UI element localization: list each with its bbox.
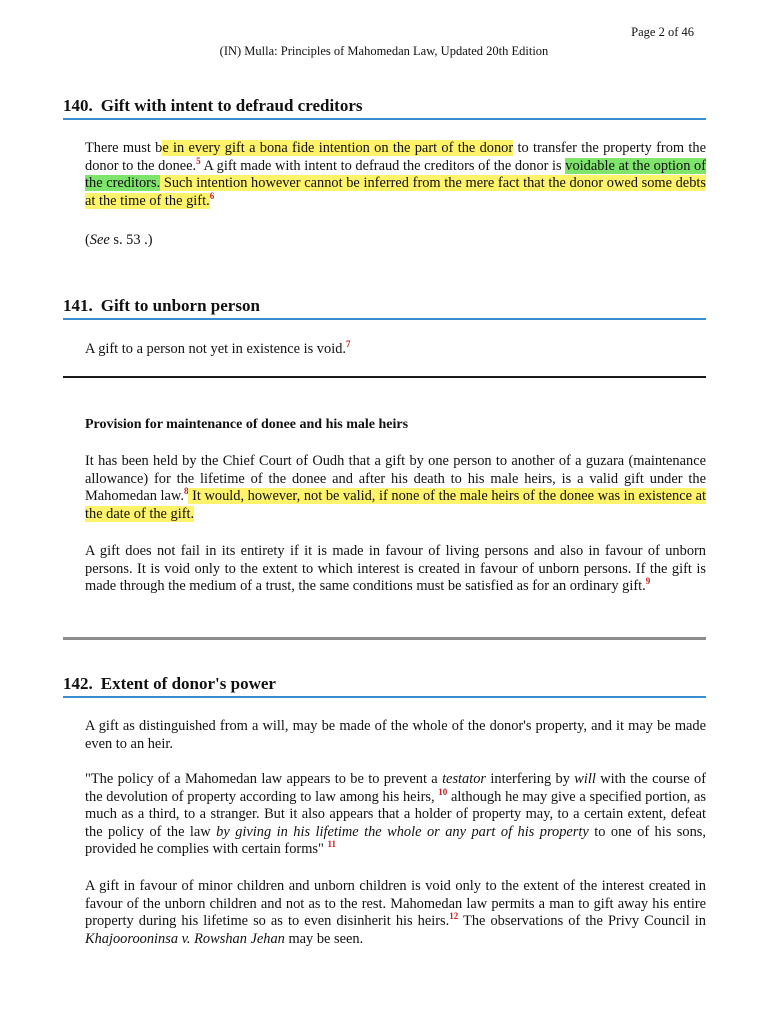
section-number: 141. xyxy=(63,296,93,315)
text-run: A gift to a person not yet in existence is void. xyxy=(85,341,346,357)
divider xyxy=(63,376,706,378)
section-140-heading xyxy=(63,96,706,120)
footnote-link[interactable]: 9 xyxy=(645,576,651,587)
text-run: s. 53 .) xyxy=(109,232,153,248)
footnote-link[interactable]: 11 xyxy=(327,839,336,850)
section-title: Extent of donor's power xyxy=(100,674,276,693)
highlight-yellow: It would, however, not be valid, if none of the male heirs of the donee was in existence at the date of the gift. xyxy=(85,488,706,522)
footnote-link[interactable]: 8 xyxy=(183,486,189,497)
section-number: 140. xyxy=(63,96,93,115)
section-142-paragraph-3 xyxy=(85,878,706,948)
italic-term: testator xyxy=(442,771,487,787)
footnote-link[interactable]: 6 xyxy=(209,190,215,201)
footnote-link[interactable]: 5 xyxy=(196,155,201,166)
italic-phrase: by giving in his lifetime the whole or any part of his property xyxy=(216,823,589,840)
text-run: The observations of the Privy Council in xyxy=(458,913,706,929)
see-reference xyxy=(85,232,706,250)
section-142-paragraph-1: A gift as distinguished from a will, may be made of the whole of the donor's property, and it may be made even to an heir. xyxy=(85,718,706,752)
page-number: Page 2 of 46 xyxy=(631,25,694,39)
text-run: to one of his sons, provided he complies with certain forms" xyxy=(85,823,706,857)
text-run: although he may give a specified portion, as much as a third, to a stranger. But it also appears that a holder of property may, to a certain extent, defeat the policy of the law xyxy=(85,788,706,840)
text-run: It has been held by the Chief Court of Oudh that a gift by one person to another of a guzara (maintenance allowance) for the lifetime of the donee and after his death to his male heirs, is a valid gift under the Mahomedan law. xyxy=(85,453,706,504)
text-run: with the course of the devolution of property according to law among his heirs, xyxy=(85,771,706,805)
highlight-yellow: Such intention however cannot be inferred from the mere fact that the donor owed some debts at the time of the gift. xyxy=(85,175,706,209)
section-title: Gift with intent to defraud creditors xyxy=(100,96,363,115)
text-run: "The policy of a Mahomedan law appears to be to prevent a xyxy=(85,771,443,787)
footnote-link[interactable]: 12 xyxy=(449,911,459,922)
text-run: A gift made with intent to defraud the creditors of the donor is xyxy=(200,157,566,174)
footnote-link[interactable]: 7 xyxy=(345,339,351,350)
text-run: There must b xyxy=(85,140,163,156)
text-run: A gift in favour of minor children and unborn children is void only to the extent of the interest created in favour of the unborn children and not as to the rest. Mahomedan law permits a man to gift away his entire property during his lifetime so as to even disinherit his heirs. xyxy=(85,878,706,929)
section-142-heading xyxy=(63,674,706,698)
highlight-green: voidable at the option of the creditors. xyxy=(85,157,706,191)
case-name: Khajoorooninsa v. Rowshan Jehan xyxy=(85,930,285,947)
section-number: 142. xyxy=(63,674,93,693)
footnote-link[interactable]: 10 xyxy=(438,786,448,797)
section-title: Gift to unborn person xyxy=(100,296,260,315)
text-run: may be seen. xyxy=(284,930,364,947)
divider xyxy=(63,637,706,640)
text-run: interfering by xyxy=(486,771,575,787)
maintenance-paragraph xyxy=(85,453,706,523)
see-italic: See xyxy=(89,232,110,248)
subsection-heading: Provision for maintenance of donee and his male heirs xyxy=(85,417,409,432)
section-141-heading xyxy=(63,296,706,320)
italic-term: will xyxy=(574,771,596,787)
section-142-paragraph-2 xyxy=(85,771,706,859)
text-run: ( xyxy=(85,232,90,248)
text-run: A gift does not fail in its entirety if it is made in favour of living persons and also in favour of unborn persons. It is void only to the extent to which interest is created in favour of unborn persons. If the gift is made through the medium of a trust, the same conditions must be satisfied as for an ordinary gift. xyxy=(85,543,706,594)
document-title: (IN) Mulla: Principles of Mahomedan Law, Updated 20th Edition xyxy=(219,44,549,58)
unborn-persons-paragraph xyxy=(85,543,706,596)
highlight-yellow: e in every gift a bona fide intention on the part of the donor xyxy=(162,140,514,156)
section-140-paragraph xyxy=(85,140,706,210)
text-run: to transfer the property from the donor to the donee. xyxy=(85,140,706,174)
section-141-paragraph xyxy=(85,341,706,359)
